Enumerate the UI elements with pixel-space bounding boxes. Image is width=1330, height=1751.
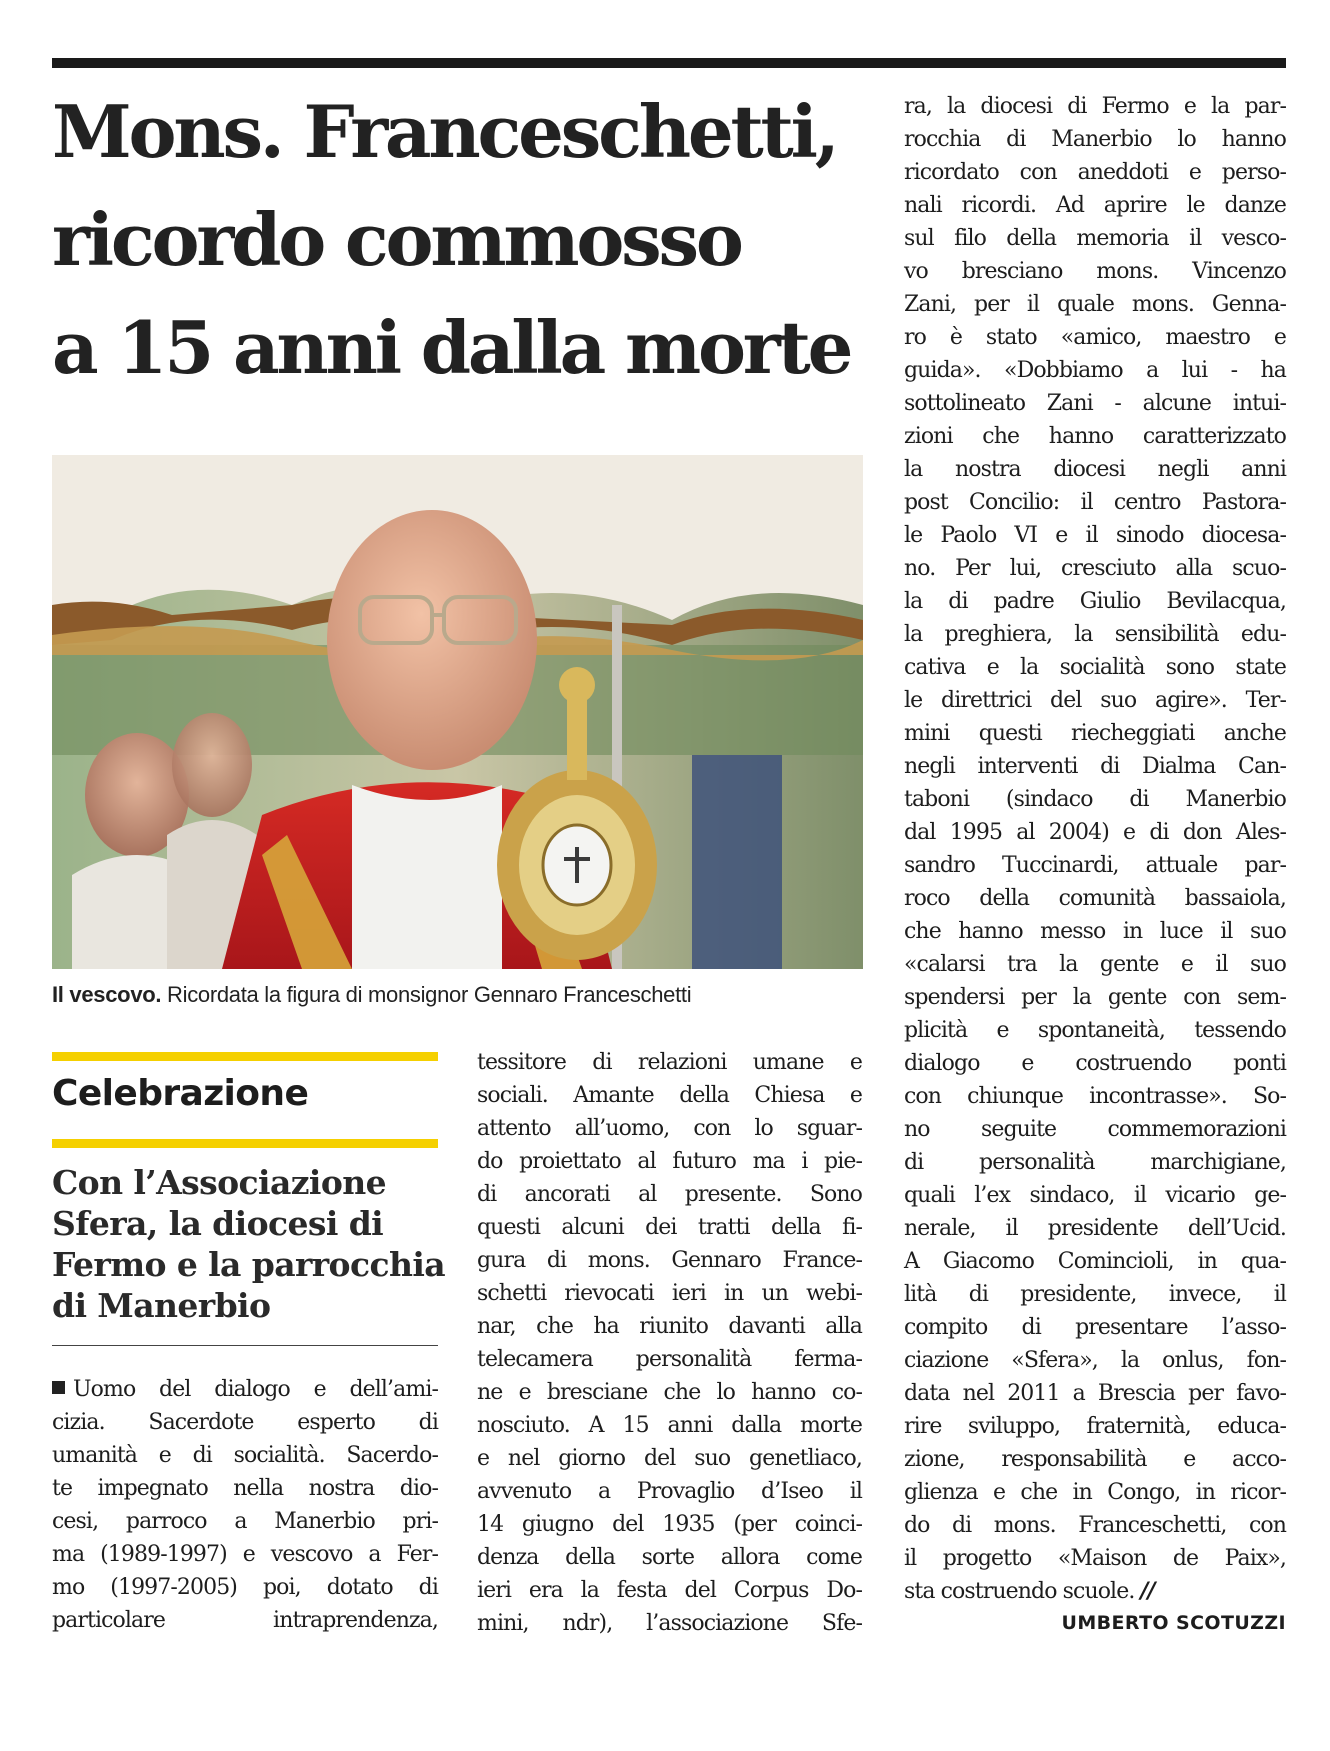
body-line: ra, la diocesi di Fermo e la par-: [904, 94, 1286, 119]
body-line: nosciuto. A 15 anni dalla morte: [477, 1413, 862, 1438]
body-line: cativa e la socialità sono state: [904, 655, 1286, 680]
body-line: nali ricordi. Ad aprire le danze: [904, 193, 1286, 218]
body-line: ne e bresciane che lo hanno co-: [477, 1380, 862, 1405]
body-line: sociali. Amante della Chiesa e: [477, 1083, 862, 1108]
body-line: le Paolo VI e il sinodo diocesa-: [904, 523, 1286, 548]
body-line: le direttrici del suo agire». Ter-: [904, 688, 1286, 713]
body-line: nerale, il presidente dell’Ucid.: [904, 1216, 1286, 1241]
body-line: lità di presidente, invece, il: [904, 1282, 1286, 1307]
body-line: A Giacomo Comincioli, in qua-: [904, 1249, 1286, 1274]
body-column-1: [52, 1373, 438, 1637]
body-line: tessitore di relazioni umane e: [477, 1050, 862, 1075]
subhead-line: Sfera, la diocesi di: [52, 1204, 384, 1243]
body-line: dal 1995 al 2004) e di don Ales-: [904, 820, 1286, 845]
body-line: data nel 2011 a Brescia per favo-: [904, 1381, 1286, 1406]
body-line: do proiettato al futuro ma i pie-: [477, 1149, 862, 1174]
body-line: ro è stato «amico, maestro e: [904, 325, 1286, 350]
body-line: ricordato con aneddoti e perso-: [904, 160, 1286, 185]
body-line: rire sviluppo, fraternità, educa-: [904, 1414, 1286, 1439]
section-rule-top: [52, 1052, 438, 1061]
headline-line: ricordo commosso: [52, 197, 741, 282]
end-mark: //: [1140, 1579, 1155, 1604]
body-line: attento all’uomo, con lo sguar-: [477, 1116, 862, 1141]
body-line: sandro Tuccinardi, attuale par-: [904, 853, 1286, 878]
body-line: spendersi per la gente con sem-: [904, 985, 1286, 1010]
body-line: mini, ndr), l’associazione Sfe-: [477, 1611, 862, 1636]
body-line: cizia. Sacerdote esperto di: [52, 1410, 438, 1435]
body-line: gura di mons. Gennaro France-: [477, 1248, 862, 1273]
section-rule-bottom: [52, 1139, 438, 1148]
caption-lead: Il vescovo.: [52, 982, 162, 1007]
body-line: questi alcuni dei tratti della fi-: [477, 1215, 862, 1240]
body-line: ieri era la festa del Corpus Do-: [477, 1578, 862, 1603]
headline: [52, 78, 892, 402]
body-line: mini questi riecheggiati anche: [904, 721, 1286, 746]
body-line: quali l’ex sindaco, il vicario ge-: [904, 1183, 1286, 1208]
body-line: ma (1989-1997) e vescovo a Fer-: [52, 1542, 438, 1567]
headline-line: Mons. Franceschetti,: [52, 89, 837, 174]
body-line: roco della comunità bassaiola,: [904, 886, 1286, 911]
byline: UMBERTO SCOTUZZI: [1061, 1612, 1286, 1634]
body-line: no. Per lui, cresciuto alla scuo-: [904, 556, 1286, 581]
subheadline: [52, 1162, 446, 1326]
body-line: e nel giorno del suo genetliaco,: [477, 1446, 862, 1471]
body-line: il progetto «Maison de Paix»,: [904, 1546, 1286, 1571]
body-line: denza della sorte allora come: [477, 1545, 862, 1570]
body-line-final: [904, 1575, 1286, 1608]
body-line: 14 giugno del 1935 (per coinci-: [477, 1512, 862, 1537]
subhead-line: Con l’Associazione: [52, 1163, 387, 1202]
body-line: glienza e che in Congo, in ricor-: [904, 1480, 1286, 1505]
body-line: do di mons. Franceschetti, con: [904, 1513, 1286, 1538]
subhead-rule: [52, 1345, 438, 1346]
subhead-line: Fermo e la parrocchia: [52, 1245, 446, 1284]
body-line-text: Uomo del dialogo e dell’ami-: [73, 1377, 438, 1402]
subhead-line: di Manerbio: [52, 1286, 271, 1325]
body-line: zione, responsabilità e acco-: [904, 1447, 1286, 1472]
body-line: te impegnato nella nostra dio-: [52, 1476, 438, 1501]
body-line: no seguite commemorazioni: [904, 1117, 1286, 1142]
body-line: taboni (sindaco di Manerbio: [904, 787, 1286, 812]
body-line: sottolineato Zani - alcune intui-: [904, 391, 1286, 416]
body-line: sul filo della memoria il vesco-: [904, 226, 1286, 251]
body-line: plicità e spontaneità, tessendo: [904, 1018, 1286, 1043]
body-line: avvenuto a Provaglio d’Iseo il: [477, 1479, 862, 1504]
body-line: con chiunque incontrasse». So-: [904, 1084, 1286, 1109]
headline-line: a 15 anni dalla morte: [52, 305, 851, 390]
body-column-2: [477, 1046, 862, 1640]
body-line: la nostra diocesi negli anni: [904, 457, 1286, 482]
body-line: negli interventi di Dialma Can-: [904, 754, 1286, 779]
top-rule: [52, 58, 1286, 68]
body-line: dialogo e costruendo ponti: [904, 1051, 1286, 1076]
body-line: Zani, per il quale mons. Genna-: [904, 292, 1286, 317]
body-line: cesi, parroco a Manerbio pri-: [52, 1509, 438, 1534]
body-line: mo (1997-2005) poi, dotato di: [52, 1575, 438, 1600]
body-line: vo bresciano mons. Vincenzo: [904, 259, 1286, 284]
body-line: telecamera personalità ferma-: [477, 1347, 862, 1372]
body-line: particolare intraprendenza,: [52, 1608, 438, 1633]
body-line: compito di presentare l’asso-: [904, 1315, 1286, 1340]
photo-caption: [52, 980, 863, 1010]
body-line: «calarsi tra la gente e il suo: [904, 952, 1286, 977]
body-line: di personalità marchigiane,: [904, 1150, 1286, 1175]
body-line: di ancorati al presente. Sono: [477, 1182, 862, 1207]
body-line: la di padre Giulio Bevilacqua,: [904, 589, 1286, 614]
body-line: che hanno messo in luce il suo: [904, 919, 1286, 944]
body-line: rocchia di Manerbio lo hanno: [904, 127, 1286, 152]
bishop-photo: [52, 455, 863, 969]
body-line: nar, che ha riunito davanti alla: [477, 1314, 862, 1339]
body-line: la preghiera, la sensibilità edu-: [904, 622, 1286, 647]
body-line: schetti rievocati ieri in un webi-: [477, 1281, 862, 1306]
body-line: post Concilio: il centro Pastora-: [904, 490, 1286, 515]
body-line: [52, 1373, 438, 1406]
body-line: umanità e di socialità. Sacerdo-: [52, 1443, 438, 1468]
body-line: guida». «Dobbiamo a lui - ha: [904, 358, 1286, 383]
square-bullet-icon: [52, 1381, 65, 1394]
caption-text: Ricordata la figura di monsignor Gennaro Franceschetti: [161, 982, 692, 1007]
body-line-text: sta costruendo scuole.: [904, 1579, 1135, 1604]
section-label: Celebrazione: [52, 1073, 309, 1114]
body-line: ciazione «Sfera», la onlus, fon-: [904, 1348, 1286, 1373]
body-column-3: [904, 90, 1286, 1608]
body-line: zioni che hanno caratterizzato: [904, 424, 1286, 449]
